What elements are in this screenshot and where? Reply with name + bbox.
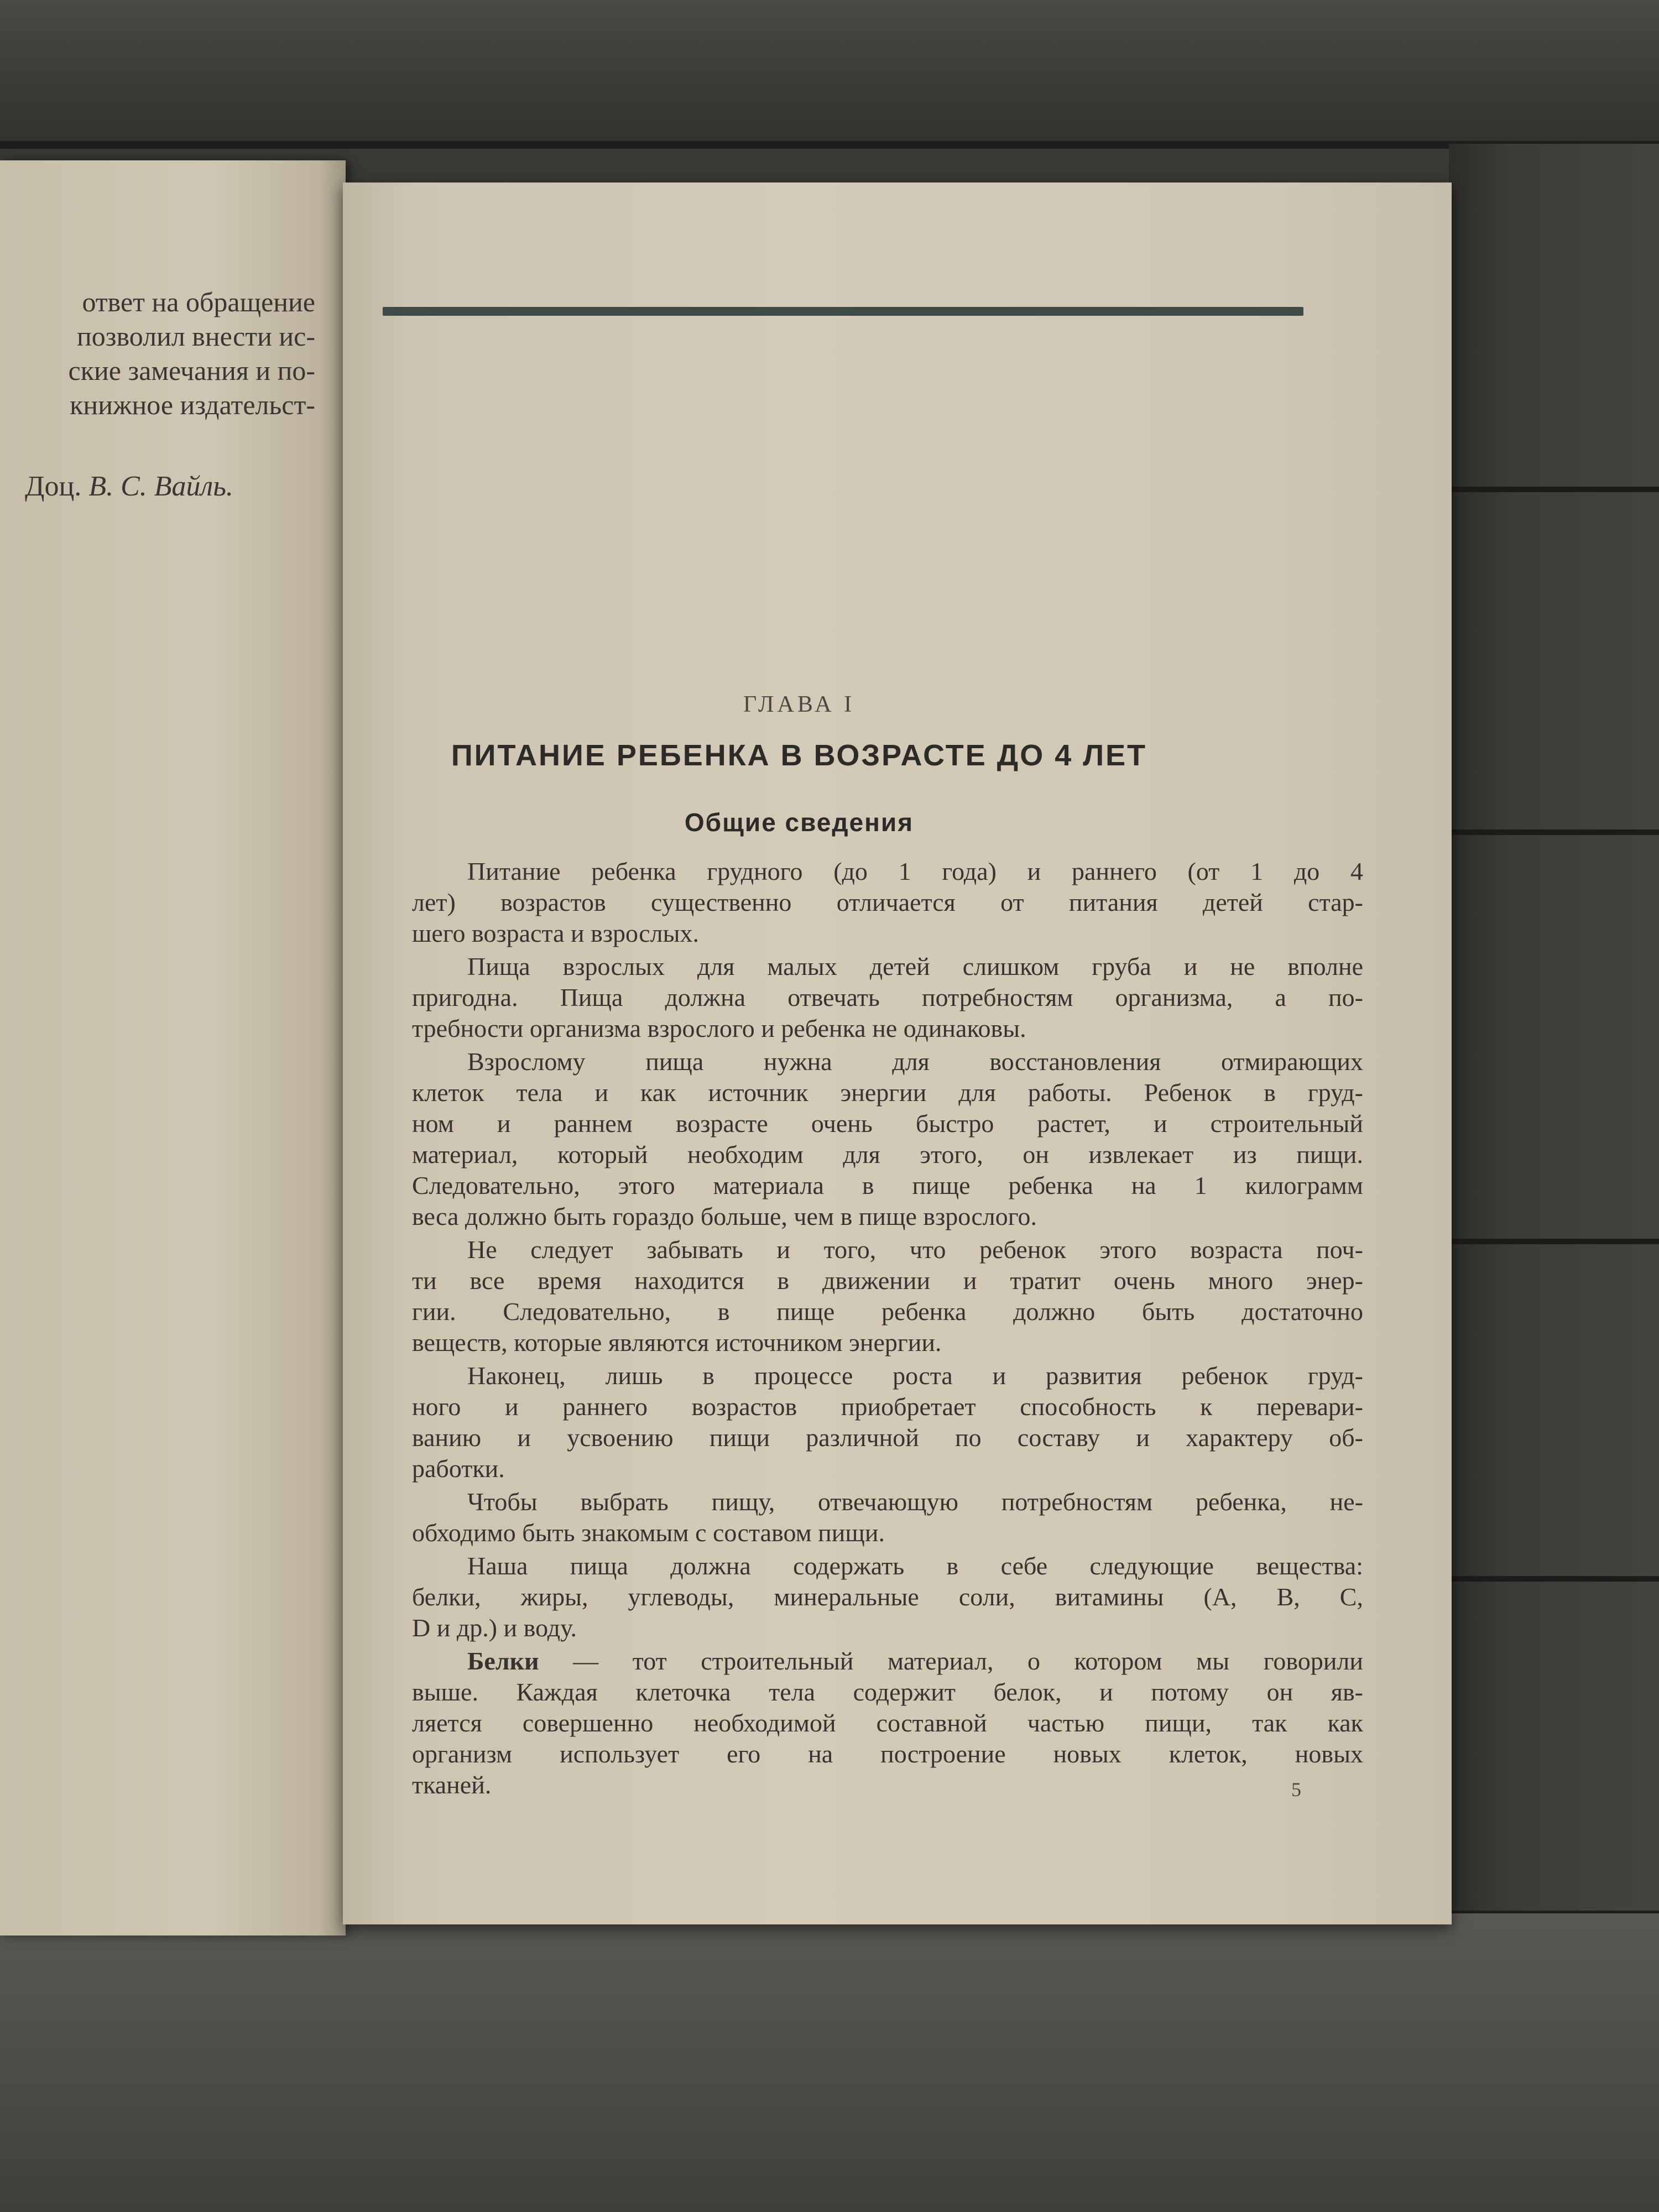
text-line: ванию и усвоению пищи различной по составу и характеру об- <box>412 1423 1363 1452</box>
term-dash: — <box>539 1647 633 1675</box>
text-line: ти все время находится в движении и тратит очень много энер- <box>412 1266 1363 1295</box>
text-line: белки, жиры, углеводы, минеральные соли, витамины (А, В, С, <box>412 1583 1363 1611</box>
text-line: Не следует забывать и того, что ребенок этого возраста поч- <box>467 1235 1363 1264</box>
left-page-line: позволил внести ис- <box>77 321 315 352</box>
text-line: Наконец, лишь в процессе роста и развития ребенок груд- <box>467 1361 1363 1390</box>
text-line: Наша пища должна содержать в себе следующие вещества: <box>467 1552 1363 1580</box>
page-number: 5 <box>1291 1778 1301 1801</box>
text-line: выше. Каждая клеточка тела содержит белок, и потому он яв- <box>412 1678 1363 1706</box>
left-page-line: ские замечания и по- <box>68 355 315 386</box>
plank-gap <box>0 141 1659 149</box>
chapter-label: ГЛАВА I <box>743 692 855 717</box>
text-line: требности организма взрослого и ребенка не одинаковы. <box>412 1014 1026 1042</box>
text-line-content: тот строительный материал, о котором мы говорили <box>632 1647 1364 1675</box>
left-page <box>0 160 346 1936</box>
text-line: пригодна. Пища должна отвечать потребностям организма, а по- <box>412 983 1363 1011</box>
chapter-title: ПИТАНИЕ РЕБЕНКА В ВОЗРАСТЕ ДО 4 ЛЕТ <box>451 739 1147 772</box>
wood-plank-top <box>0 0 1659 144</box>
text-line: Питание ребенка грудного (до 1 года) и раннего (от 1 до 4 <box>467 857 1363 885</box>
text-line: обходимо быть знакомым с составом пищи. <box>412 1519 885 1547</box>
text-line: Следовательно, этого материала в пище ребенка на 1 килограмм <box>412 1171 1363 1199</box>
left-page-line: ответ на обращение <box>82 286 315 317</box>
text-line: гии. Следовательно, в пище ребенка должно быть достаточно <box>412 1297 1363 1326</box>
text-line: веществ, которые являются источником энергии. <box>412 1328 942 1357</box>
text-line <box>412 1646 1363 1677</box>
plank-gap <box>1449 830 1659 835</box>
text-line: ного и раннего возрастов приобретает способность к перевари- <box>412 1392 1363 1421</box>
text-line: ном и раннем возрасте очень быстро растет, и строительный <box>412 1109 1363 1138</box>
left-page-line: книжное издательст- <box>70 389 315 420</box>
text-line: Чтобы выбрать пищу, отвечающую потребностям ребенка, не- <box>467 1488 1363 1516</box>
bold-term: Белки <box>467 1647 539 1675</box>
plank-gap <box>1449 487 1659 492</box>
wood-plank-bottom <box>0 1913 1659 2212</box>
text-line: веса должно быть гораздо больше, чем в пище взрослого. <box>412 1202 1037 1230</box>
text-line: материал, который необходим для этого, он извлекает из пищи. <box>412 1140 1363 1168</box>
wood-plank-side <box>1449 144 1659 1913</box>
author-signature <box>25 470 233 503</box>
plank-gap <box>1449 1239 1659 1244</box>
right-page <box>343 182 1452 1924</box>
text-line: Взрослому пища нужна для восстановления отмирающих <box>467 1047 1363 1076</box>
text-line: лет) возрастов существенно отличается от питания детей стар- <box>412 888 1363 916</box>
text-line: D и др.) и воду. <box>412 1614 577 1642</box>
text-line: ляется совершенно необходимой составной частью пищи, так как <box>412 1709 1363 1737</box>
section-title: Общие сведения <box>684 808 914 837</box>
text-line: шего возраста и взрослых. <box>412 919 699 947</box>
text-line: клеток тела и как источник энергии для работы. Ребенок в груд- <box>412 1078 1363 1107</box>
signature-prefix: Доц. <box>25 471 82 502</box>
text-line: Пища взрослых для малых детей слишком груба и не вполне <box>467 952 1363 980</box>
text-line: тканей. <box>412 1771 492 1799</box>
signature-name: В. С. Вайль. <box>88 471 233 502</box>
body-text <box>412 856 1363 1801</box>
text-line: организм использует его на построение новых клеток, новых <box>412 1740 1363 1768</box>
text-line: работки. <box>412 1454 505 1483</box>
plank-gap <box>1449 1576 1659 1582</box>
header-rule <box>383 307 1303 316</box>
